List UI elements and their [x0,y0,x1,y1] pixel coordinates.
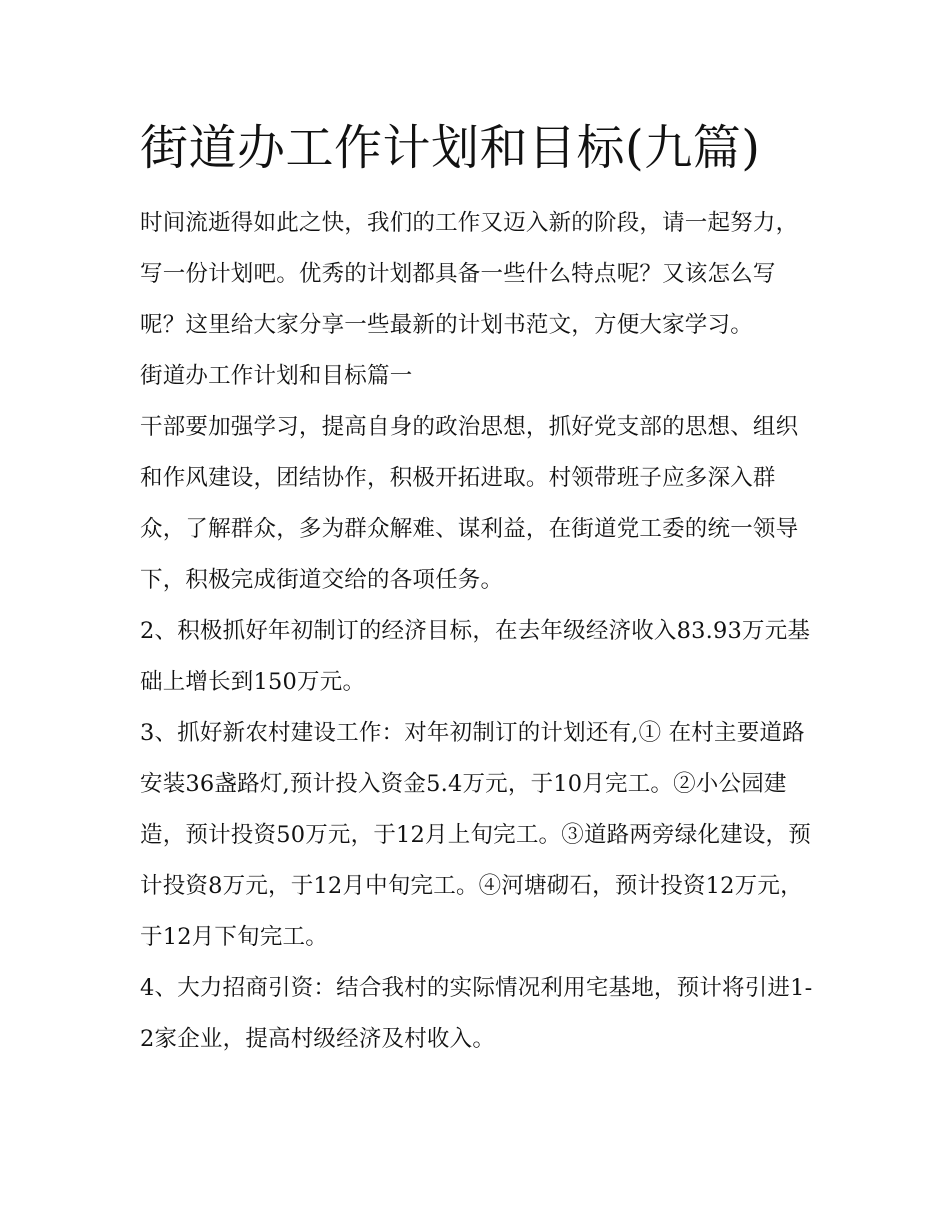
document-body [140,112,815,1065]
document-title: 街道办工作计划和目标(九篇) [140,120,761,176]
intro-paragraph: 时间流逝得如此之快，我们的工作又迈入新的阶段，请一起努力，写一份计划吧。优秀的计划都具备一些什么特点呢？又该怎么写呢？这里给大家分享一些最新的计划书范文，方便大家学习。 [140,210,799,338]
section-heading: 街道办工作计划和目标篇一 [140,363,413,389]
paragraph-party-building: 干部要加强学习，提高自身的政治思想，抓好党支部的思想、组织和作风建设，团结协作，积极开拓进取。村领带班子应多深入群众，了解群众，多为群众解难、谋利益，在街道党工委的统一领导下，积极完成街道交给的各项任务。 [140,414,799,593]
paragraph-economic-target: 2、积极抓好年初制订的经济目标，在去年级经济收入83.93万元基础上增长到150万元。 [140,618,811,695]
paragraph-investment: 4、大力招商引资：结合我村的实际情况利用宅基地，预计将引进1-2家企业，提高村级经济及村收入。 [140,975,813,1052]
paragraph-new-countryside: 3、抓好新农村建设工作：对年初制订的计划还有,① 在村主要道路安装36盏路灯,预计投入资金5.4万元，于10月完工。②小公园建造，预计投资50万元，于12月上旬完工。③道路两旁绿化建设，预计投资8万元，于12月中旬完工。④河塘砌石，预计投资12万元，于12月下旬完工。 [140,720,811,950]
